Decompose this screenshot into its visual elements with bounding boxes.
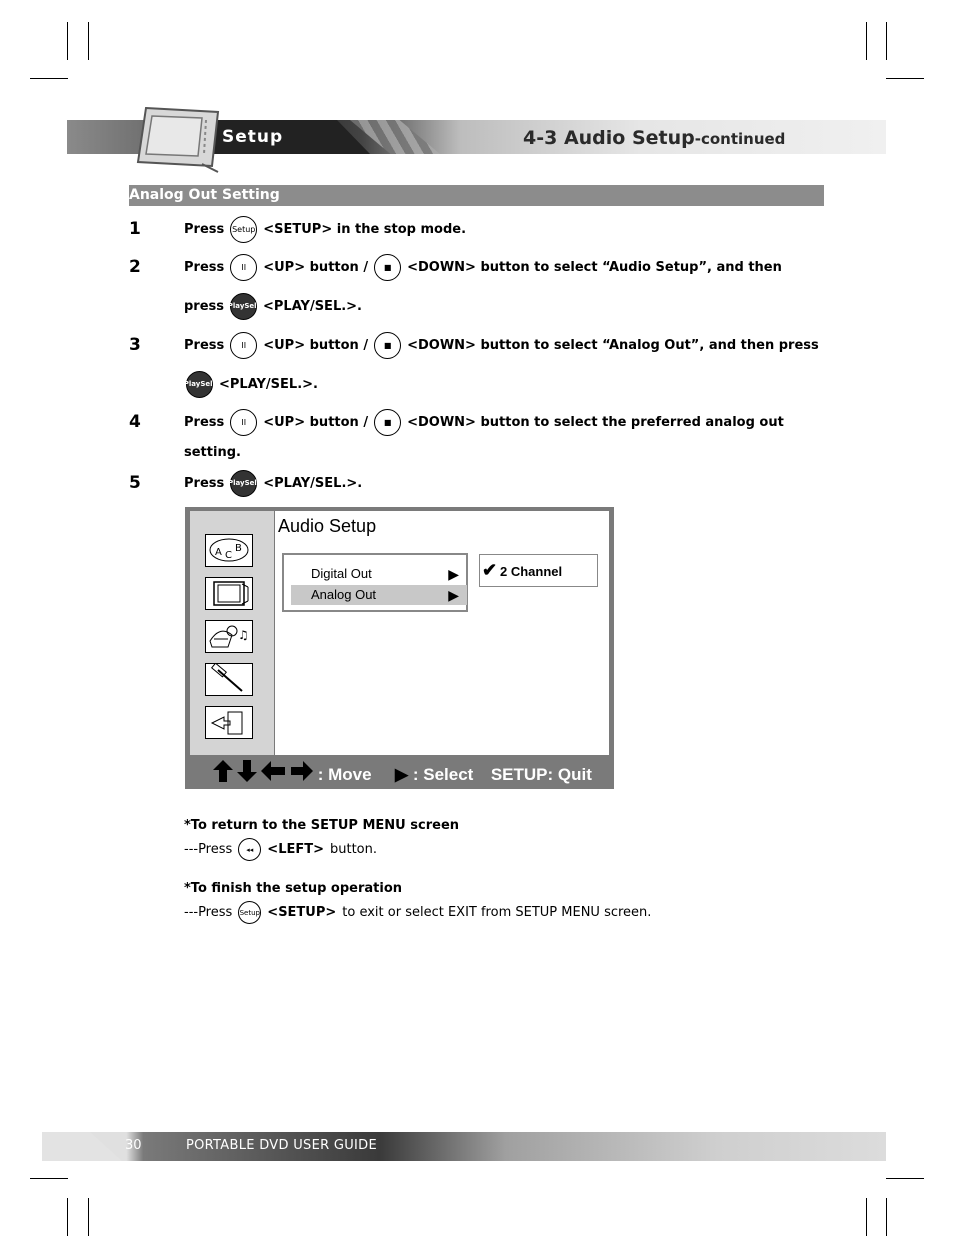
up-button-icon: II <box>230 254 257 281</box>
screen-footer <box>213 760 592 785</box>
crop-mark <box>886 1178 924 1179</box>
step-line: Press II <UP> button / ■ <DOWN> button to select “Analog Out”, and then press <box>184 332 819 359</box>
down-button-icon: ■ <box>374 254 401 281</box>
svg-text:A: A <box>215 547 222 558</box>
hammer-tools-icon <box>205 663 253 696</box>
menu-item-analog-out[interactable]: Analog Out ▶ <box>291 585 467 605</box>
svg-text:B: B <box>235 543 242 554</box>
step-line: Play Sel. <PLAY/SEL.>. <box>186 371 318 398</box>
footer-move: : Move <box>317 765 372 784</box>
header-tab-label: Setup <box>222 127 284 147</box>
crop-mark <box>88 22 89 60</box>
page-title: 4-3 Audio Setup-continued <box>523 127 786 149</box>
crop-mark <box>886 22 887 60</box>
page-number: 30 <box>125 1138 142 1153</box>
up-button-icon: II <box>230 409 257 436</box>
play-sel-button-icon: Play Sel. <box>186 371 213 398</box>
step-line: press Play Sel. <PLAY/SEL.>. <box>184 293 362 320</box>
crop-mark <box>886 1198 887 1236</box>
exit-door-icon <box>205 706 253 739</box>
left-button-icon: ◂◂ <box>238 838 261 861</box>
step-number: 5 <box>129 473 141 493</box>
step-number: 3 <box>129 335 141 355</box>
portable-dvd-icon <box>132 104 222 174</box>
up-button-icon: II <box>230 332 257 359</box>
audio-speaker-icon <box>205 620 253 653</box>
note-title: *To return to the SETUP MENU screen <box>184 818 460 833</box>
check-icon: ✔ <box>482 560 498 580</box>
arrow-right-icon: ▶ <box>448 587 459 603</box>
step-number: 1 <box>129 219 141 239</box>
screen-title: Audio Setup <box>278 516 377 536</box>
crop-mark <box>67 22 68 60</box>
play-sel-button-icon: Play Sel. <box>230 470 257 497</box>
audio-menu <box>282 553 468 612</box>
setup-button-icon: Setup <box>238 901 261 924</box>
play-sel-button-icon: Play Sel. <box>230 293 257 320</box>
down-button-icon: ■ <box>374 332 401 359</box>
arrow-keys-icon <box>213 760 313 784</box>
step-line: Press Setup <SETUP> in the stop mode. <box>184 216 466 243</box>
play-triangle-icon: ▶ <box>395 765 409 784</box>
setup-screen-main <box>275 511 609 755</box>
option-label: 2 Channel <box>500 564 563 579</box>
svg-text:♫: ♫ <box>238 628 249 642</box>
crop-mark <box>886 78 924 79</box>
footer-select: : Select <box>412 765 474 784</box>
note-line: ---Press ◂◂ <LEFT> button. <box>184 838 377 861</box>
step-line: Press Play Sel. <PLAY/SEL.>. <box>184 470 362 497</box>
tv-display-icon <box>205 577 253 610</box>
step-line: Press II <UP> button / ■ <DOWN> button to select “Audio Setup”, and then <box>184 254 782 281</box>
arrow-right-icon: ▶ <box>448 566 459 582</box>
crop-mark <box>30 78 68 79</box>
step-number: 4 <box>129 412 141 432</box>
crop-mark <box>67 1198 68 1236</box>
setup-button-icon: Setup <box>230 216 257 243</box>
menu-item-digital-out[interactable]: Digital Out ▶ <box>311 566 459 582</box>
crop-mark <box>88 1198 89 1236</box>
footer-quit: SETUP: Quit <box>490 765 592 784</box>
note-title: *To finish the setup operation <box>184 881 403 896</box>
down-button-icon: ■ <box>374 409 401 436</box>
step-line: Press II <UP> button / ■ <DOWN> button to select the preferred analog out <box>184 409 784 436</box>
footer-text: PORTABLE DVD USER GUIDE <box>186 1138 378 1153</box>
footer-bar <box>42 1132 886 1161</box>
svg-text:C: C <box>225 550 232 561</box>
note-line: ---Press Setup <SETUP> to exit or select EXIT from SETUP MENU screen. <box>184 901 651 924</box>
crop-mark <box>866 1198 867 1236</box>
section-title: Analog Out Setting <box>129 185 824 206</box>
crop-mark <box>866 22 867 60</box>
crop-mark <box>30 1178 68 1179</box>
option-box[interactable] <box>479 554 598 587</box>
language-icon <box>205 534 253 567</box>
step-number: 2 <box>129 257 141 277</box>
step-line: setting. <box>184 445 241 460</box>
